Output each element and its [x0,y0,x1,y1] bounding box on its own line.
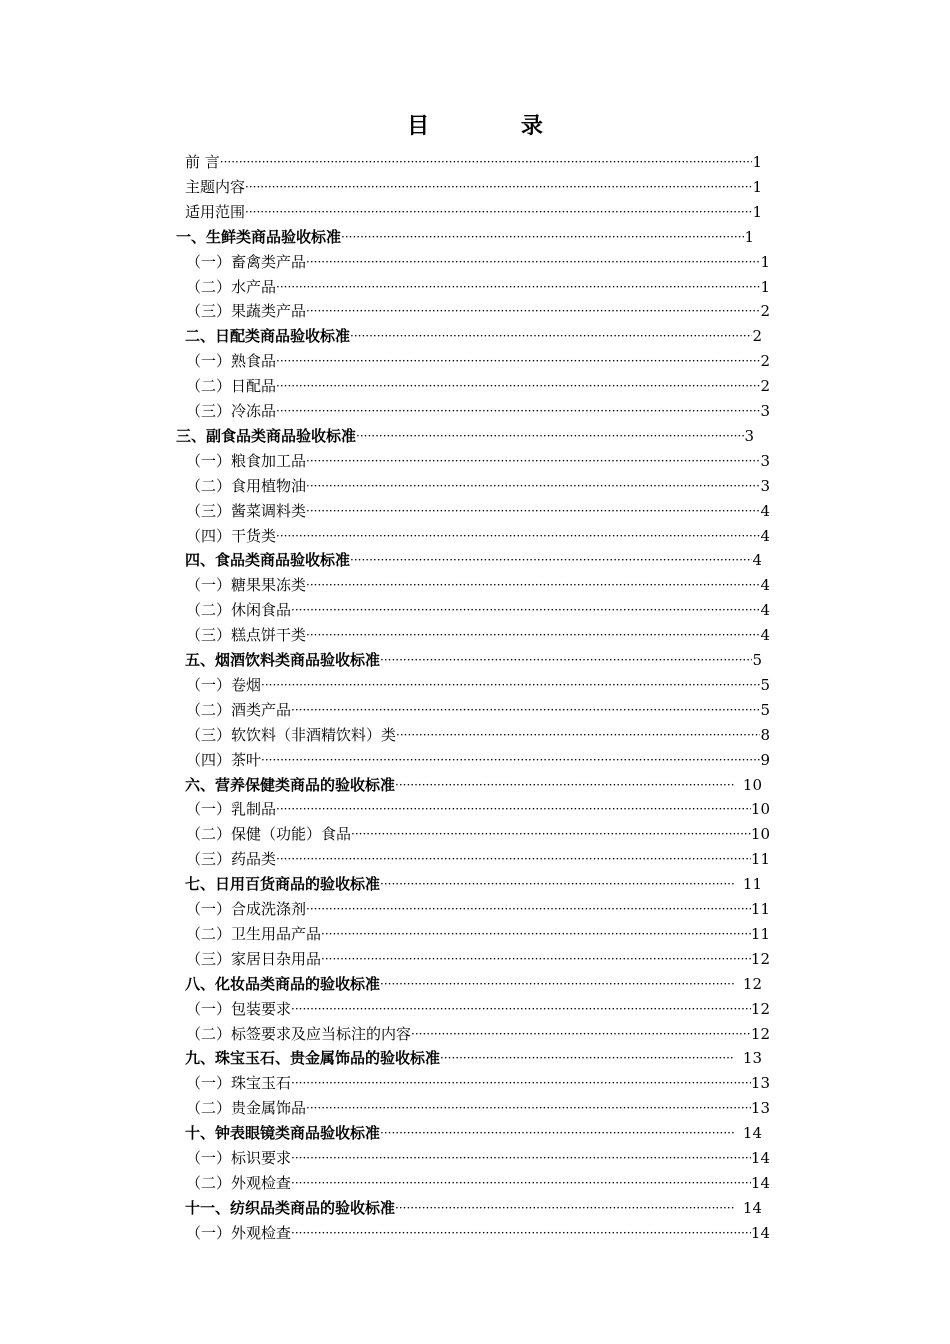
toc-dot-leader [291,1221,751,1245]
toc-dot-leader [276,797,751,821]
toc-entry-label: （二）日配品 [186,377,277,396]
toc-dot-leader [306,897,751,921]
toc-entry[interactable] [186,1221,770,1245]
toc-entry-label: （二）外观检查 [186,1173,292,1192]
toc-entry-label: （二）保健（功能）食品 [186,825,352,844]
toc-dot-leader [276,275,760,299]
toc-page-number: 14 [750,1149,770,1167]
toc-entry-label: 七、日用百货商品的验收标准 [185,875,381,894]
toc-entry-label: （一）包装要求 [186,999,292,1018]
toc-dot-leader [341,225,744,249]
toc-page-number: 12 [742,974,762,993]
toc-dot-leader [380,872,735,896]
toc-dot-leader [306,573,760,597]
toc-chapter-entry[interactable] [185,972,762,996]
toc-page-number: 1 [752,202,762,221]
toc-entry-label: （三）家居日杂用品 [186,949,322,968]
toc-entry[interactable] [186,822,770,846]
toc-chapter-entry[interactable] [176,225,754,249]
toc-dot-leader [276,349,760,373]
toc-chapter-entry[interactable] [185,1196,762,1220]
toc-page-number: 11 [742,875,762,894]
toc-entry-label: （三）果蔬类产品 [186,302,307,321]
toc-entry[interactable] [186,449,770,473]
toc-dot-leader [245,175,752,199]
toc-entry-label: （一）珠宝玉石 [186,1074,292,1093]
toc-page-number: 1 [744,227,754,246]
toc-chapter-entry[interactable] [185,648,762,672]
toc-entry[interactable] [186,897,770,921]
toc-dot-leader [350,548,752,572]
toc-dot-leader [306,623,760,647]
toc-page-number: 13 [742,1049,762,1068]
toc-entry[interactable] [186,673,770,697]
toc-dot-leader [261,673,760,697]
toc-entry[interactable] [186,499,770,523]
toc-page-number: 14 [742,1198,762,1217]
toc-entry[interactable] [186,947,770,971]
toc-dot-leader [291,1171,751,1195]
toc-page-number: 10 [742,775,762,794]
toc-dot-leader [306,1096,751,1120]
toc-entry-label: （一）卷烟 [186,675,262,694]
toc-page-number: 2 [760,302,770,321]
toc-entry[interactable] [186,723,770,747]
toc-page-number: 11 [750,924,770,943]
toc-page-number: 3 [760,402,770,420]
toc-entry[interactable] [186,748,770,772]
toc-entry-label: 一、生鲜类商品验收标准 [176,227,342,246]
toc-page-number: 4 [760,501,770,520]
toc-entry-label: 六、营养保健类商品的验收标准 [185,775,396,794]
toc-entry-label: 主题内容 [185,177,246,196]
toc-dot-leader [350,324,752,348]
toc-entry[interactable] [186,1171,770,1195]
toc-chapter-entry[interactable] [185,773,762,797]
toc-page-number: 11 [750,850,770,869]
toc-dot-leader [291,1146,751,1170]
toc-dot-leader [395,1196,735,1220]
toc-dot-leader [306,499,760,523]
toc-dot-leader [321,947,751,971]
toc-chapter-entry[interactable] [185,324,762,348]
toc-page-number: 4 [760,576,770,595]
toc-entry[interactable] [186,474,770,498]
toc-entry-label: （四）干货类 [186,526,277,545]
toc-entry[interactable] [186,922,770,946]
toc-page-number: 12 [750,999,770,1018]
toc-entry[interactable] [185,175,762,199]
toc-dot-leader [356,424,744,448]
toc-chapter-entry[interactable] [185,548,762,572]
toc-entry-label: （二）卫生用品产品 [186,924,322,943]
toc-page-number: 14 [750,1223,770,1242]
toc-entry[interactable] [186,598,770,622]
toc-page-number: 8 [760,725,770,744]
toc-dot-leader [306,250,760,274]
toc-dot-leader [245,200,752,224]
toc-dot-leader [321,922,751,946]
toc-page-number: 13 [750,1074,770,1093]
toc-page-number: 13 [750,1099,770,1118]
toc-page-number: 5 [752,651,762,669]
toc-page-number: 1 [752,177,762,196]
toc-page-number: 4 [760,526,770,545]
toc-entry[interactable] [186,374,770,398]
toc-dot-leader [351,822,751,846]
toc-entry-label: （三）软饮料（非酒精饮料）类 [186,725,397,744]
toc-page-number: 5 [760,700,770,719]
toc-entry-label: （一）畜禽类产品 [186,252,307,271]
toc-dot-leader [306,474,760,498]
toc-dot-leader [291,1071,751,1095]
toc-page-number: 10 [750,800,770,819]
toc-entry-label: （一）乳制品 [186,800,277,819]
toc-entry-label: （一）外观检查 [186,1223,292,1242]
toc-entry[interactable] [186,623,770,647]
toc-entry-label: 适用范围 [185,202,246,221]
toc-entry-label: 二、日配类商品验收标准 [185,327,351,346]
toc-page-number: 3 [760,451,770,470]
toc-entry-label: （三）冷冻品 [186,402,277,420]
toc-entry[interactable] [186,797,770,821]
toc-entry-label: （二）贵金属饰品 [186,1099,307,1118]
toc-entry-label: （二）休闲食品 [186,601,292,620]
toc-entry-label: （二）水产品 [186,277,277,296]
toc-dot-leader [306,449,760,473]
toc-entry[interactable] [186,250,770,274]
toc-dot-leader [395,773,735,797]
toc-dot-leader [396,723,760,747]
toc-dot-leader [380,648,752,672]
toc-page-number: 12 [750,949,770,968]
toc-dot-leader [291,698,760,722]
toc-entry[interactable] [186,698,770,722]
toc-dot-leader [306,299,760,323]
toc-page-number: 12 [750,1024,770,1043]
toc-page-number: 14 [742,1124,762,1143]
toc-page-number: 2 [760,377,770,396]
toc-page-number: 11 [750,900,770,918]
toc-entry-label: 十、钟表眼镜类商品验收标准 [185,1124,381,1143]
toc-chapter-entry[interactable] [185,872,762,896]
toc-entry[interactable] [186,997,770,1021]
toc-entry-label: 五、烟酒饮料类商品验收标准 [185,651,381,669]
toc-entry-label: （四）茶叶 [186,750,262,769]
toc-entry-label: （一）粮食加工品 [186,451,307,470]
toc-dot-leader [380,1121,735,1145]
toc-page-number: 2 [752,327,762,346]
toc-entry[interactable] [186,847,770,871]
toc-entry[interactable] [186,1096,770,1120]
toc-entry[interactable] [186,349,770,373]
toc-page-number: 5 [760,675,770,694]
toc-entry-label: （一）标识要求 [186,1149,292,1167]
toc-entry-label: （二）酒类产品 [186,700,292,719]
toc-entry-label: （二）标签要求及应当标注的内容 [186,1024,412,1043]
toc-dot-leader [261,748,760,772]
toc-entry-label: （二）食用植物油 [186,476,307,495]
toc-page-number: 1 [760,277,770,296]
toc-entry-label: （一）糖果果冻类 [186,576,307,595]
toc-entry-label: 八、化妆品类商品的验收标准 [185,974,381,993]
toc-entry[interactable] [186,275,770,299]
toc-dot-leader [276,374,760,398]
toc-entry-label: 四、食品类商品验收标准 [185,551,351,570]
toc-page-number: 3 [744,426,754,445]
toc-page-number: 1 [752,153,762,171]
toc-chapter-entry[interactable] [185,1046,762,1070]
toc-page-number: 10 [750,825,770,844]
toc-dot-leader [291,997,751,1021]
toc-entry[interactable] [186,1022,770,1046]
toc-dot-leader [380,972,735,996]
toc-dot-leader [276,399,760,423]
toc-dot-leader [276,524,760,548]
toc-page-number: 9 [760,750,770,769]
table-of-contents [0,150,950,1250]
toc-page-number: 2 [760,352,770,371]
toc-entry[interactable] [186,299,770,323]
toc-dot-leader [220,150,753,174]
toc-page-number: 1 [760,252,770,271]
toc-entry-label: 九、珠宝玉石、贵金属饰品的验收标准 [185,1049,441,1068]
toc-page-number: 4 [752,551,762,570]
toc-page-number: 4 [760,626,770,645]
toc-entry-label: （一）合成洗涤剂 [186,900,307,918]
toc-dot-leader [440,1046,735,1070]
toc-dot-leader [291,598,760,622]
toc-entry-label: 前 言 [185,153,220,171]
toc-entry[interactable] [186,1071,770,1095]
toc-chapter-entry[interactable] [176,424,754,448]
toc-entry-label: （三）酱菜调料类 [186,501,307,520]
toc-entry[interactable] [186,1146,770,1170]
toc-entry-label: 三、副食品类商品验收标准 [176,426,357,445]
page-title: 目 录 [407,113,585,139]
toc-page-number: 14 [750,1173,770,1192]
toc-entry[interactable] [186,573,770,597]
toc-entry[interactable] [186,524,770,548]
toc-page-number: 4 [760,601,770,620]
toc-entry[interactable] [185,150,762,174]
toc-dot-leader [411,1022,751,1046]
toc-entry-label: （三）糕点饼干类 [186,626,307,645]
toc-dot-leader [276,847,751,871]
toc-entry[interactable] [186,399,770,423]
toc-entry-label: （三）药品类 [186,850,277,869]
toc-entry-label: 十一、纺织品类商品的验收标准 [185,1198,396,1217]
toc-entry-label: （一）熟食品 [186,352,277,371]
toc-entry[interactable] [185,200,762,224]
toc-chapter-entry[interactable] [185,1121,762,1145]
toc-page-number: 3 [760,476,770,495]
